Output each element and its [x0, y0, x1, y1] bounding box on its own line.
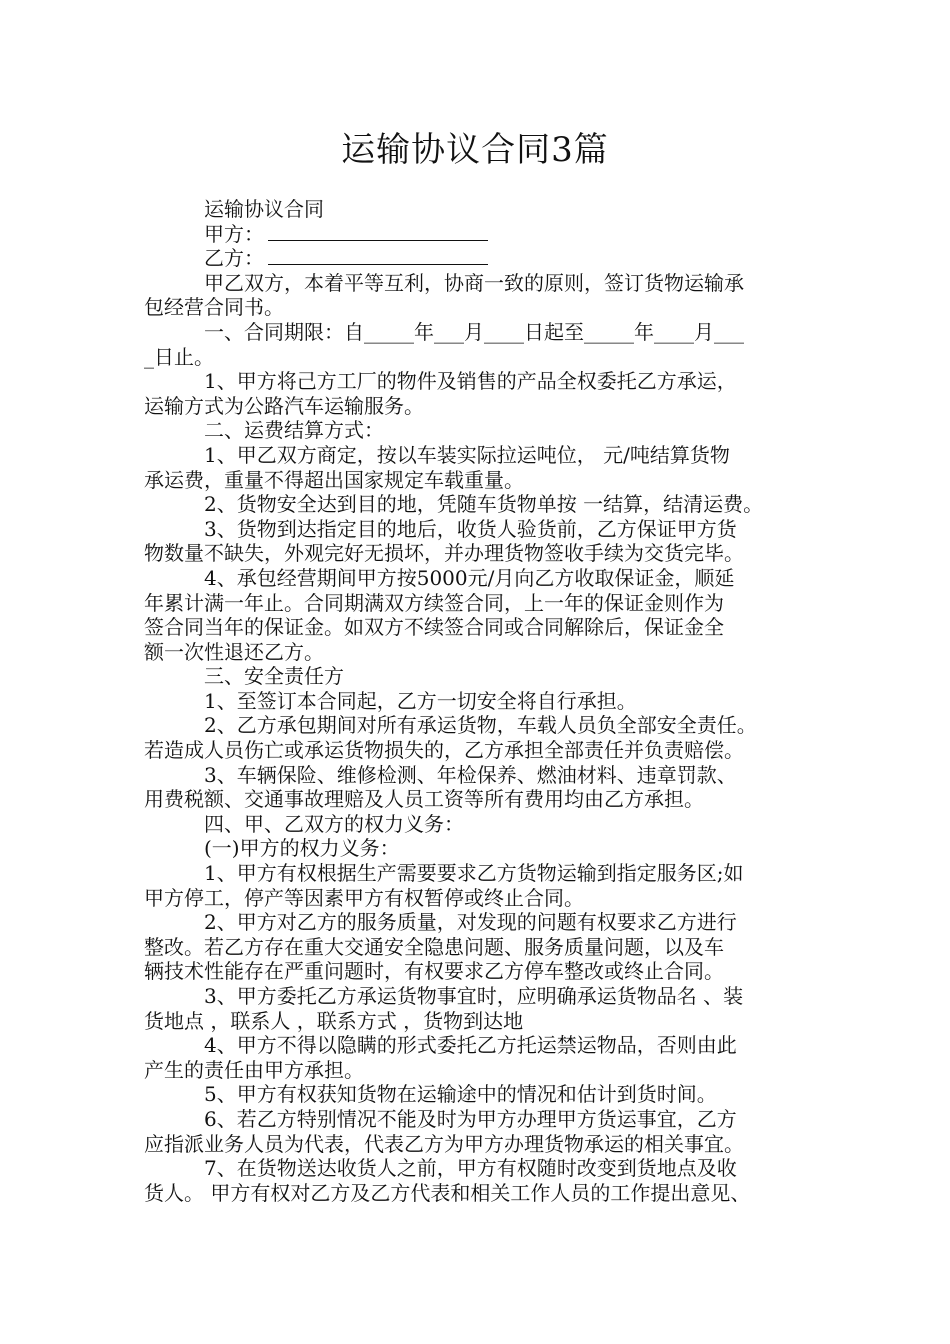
text-line: 7、在货物送达收货人之前，甲方有权随时改变到货地点及收 — [204, 1156, 737, 1181]
text-line: 3、货物到达指定目的地后，收货人验货前，乙方保证甲方货 — [204, 516, 737, 541]
text-line: 货地点 ，联系人 ，联系方式 ，货物到达地 — [144, 1008, 524, 1033]
text-line: 承运费，重量不得超出国家规定车载重量。 — [144, 467, 524, 492]
text-line: (一)甲方的权力义务： — [204, 836, 400, 861]
text-line: 三、安全责任方 — [204, 664, 344, 689]
text-line: 年累计满一年止。合同期满双方续签合同，上一年的保证金则作为 — [144, 590, 724, 615]
text-line: 四、甲、乙双方的权力义务： — [204, 811, 464, 836]
text-line: 货人。 甲方有权对乙方及乙方代表和相关工作人员的工作提出意见、 — [144, 1180, 751, 1205]
text-line: 辆技术性能存在严重问题时，有权要求乙方停车整改或终止合同。 — [144, 959, 724, 984]
text-line: 额一次性退还乙方。 — [144, 639, 324, 664]
text-line: 1、甲方有权根据生产需要要求乙方货物运输到指定服务区;如 — [204, 861, 744, 886]
text-line: 5、甲方有权获知货物在运输途中的情况和估计到货时间。 — [204, 1082, 717, 1107]
text-line: _日止。 — [144, 344, 214, 369]
text-line: 用费税额、交通事故理赔及人员工资等所有费用均由乙方承担。 — [144, 787, 704, 812]
text-line: 4、承包经营期间甲方按5000元/月向乙方收取保证金，顺延 — [204, 565, 735, 590]
text-line: 1、至签订本合同起，乙方一切安全将自行承担。 — [204, 688, 637, 713]
text-line: 产生的责任由甲方承担。 — [144, 1057, 364, 1082]
text-line: 物数量不缺失，外观完好无损坏，并办理货物签收手续为交货完毕。 — [144, 541, 744, 566]
party-a-blank — [268, 222, 488, 241]
text-line: 一、合同期限：自_____年___月____日起至_____年____月___ — [204, 319, 744, 344]
party-b-blank — [268, 246, 488, 265]
text-line: 1、甲方将己方工厂的物件及销售的产品全权委托乙方承运， — [204, 369, 737, 394]
text-line: 6、若乙方特别情况不能及时为甲方办理甲方货运事宜，乙方 — [204, 1106, 737, 1131]
text-line: 甲方停工，停产等因素甲方有权暂停或终止合同。 — [144, 885, 584, 910]
party-b-label: 乙方： — [204, 246, 264, 271]
text-line: 若造成人员伤亡或承运货物损失的，乙方承担全部责任并负责赔偿。 — [144, 738, 744, 763]
text-line: 二、运费结算方式： — [204, 418, 384, 443]
text-line: 2、甲方对乙方的服务质量，对发现的问题有权要求乙方进行 — [204, 910, 737, 935]
party-a-line — [144, 222, 814, 247]
text-line: 3、车辆保险、维修检测、年检保养、燃油材料、违章罚款、 — [204, 762, 737, 787]
text-line: 签合同当年的保证金。如双方不续签合同或合同解除后，保证金全 — [144, 615, 724, 640]
text-line: 包经营合同书。 — [144, 295, 284, 320]
text-line: 3、甲方委托乙方承运货物事宜时，应明确承运货物品名 、装 — [204, 984, 744, 1008]
party-b-line — [144, 246, 814, 271]
text-line: 运输方式为公路汽车运输服务。 — [144, 393, 424, 418]
document-title: 运输协议合同3篇 — [341, 130, 609, 170]
party-a-label: 甲方： — [204, 221, 264, 246]
text-line: 甲乙双方，本着平等互利，协商一致的原则，签订货物运输承 — [204, 270, 744, 295]
text-line: 应指派业务人员为代表，代表乙方为甲方办理货物承运的相关事宜。 — [144, 1131, 744, 1156]
text-line: 2、货物安全达到目的地，凭随车货物单按 一结算，结清运费。 — [204, 492, 764, 517]
text-line: 2、乙方承包期间对所有承运货物，车载人员负全部安全责任。 — [204, 713, 757, 738]
document-body — [144, 197, 814, 1205]
text-line: 整改。若乙方存在重大交通安全隐患问题、服务质量问题，以及车 — [144, 934, 724, 959]
text-line: 1、甲乙双方商定，按以车装实际拉运吨位， 元/吨结算货物 — [204, 442, 730, 467]
contract-subtitle: 运输协议合同 — [204, 197, 324, 221]
text-line: 4、甲方不得以隐瞒的形式委托乙方托运禁运物品，否则由此 — [204, 1033, 737, 1058]
